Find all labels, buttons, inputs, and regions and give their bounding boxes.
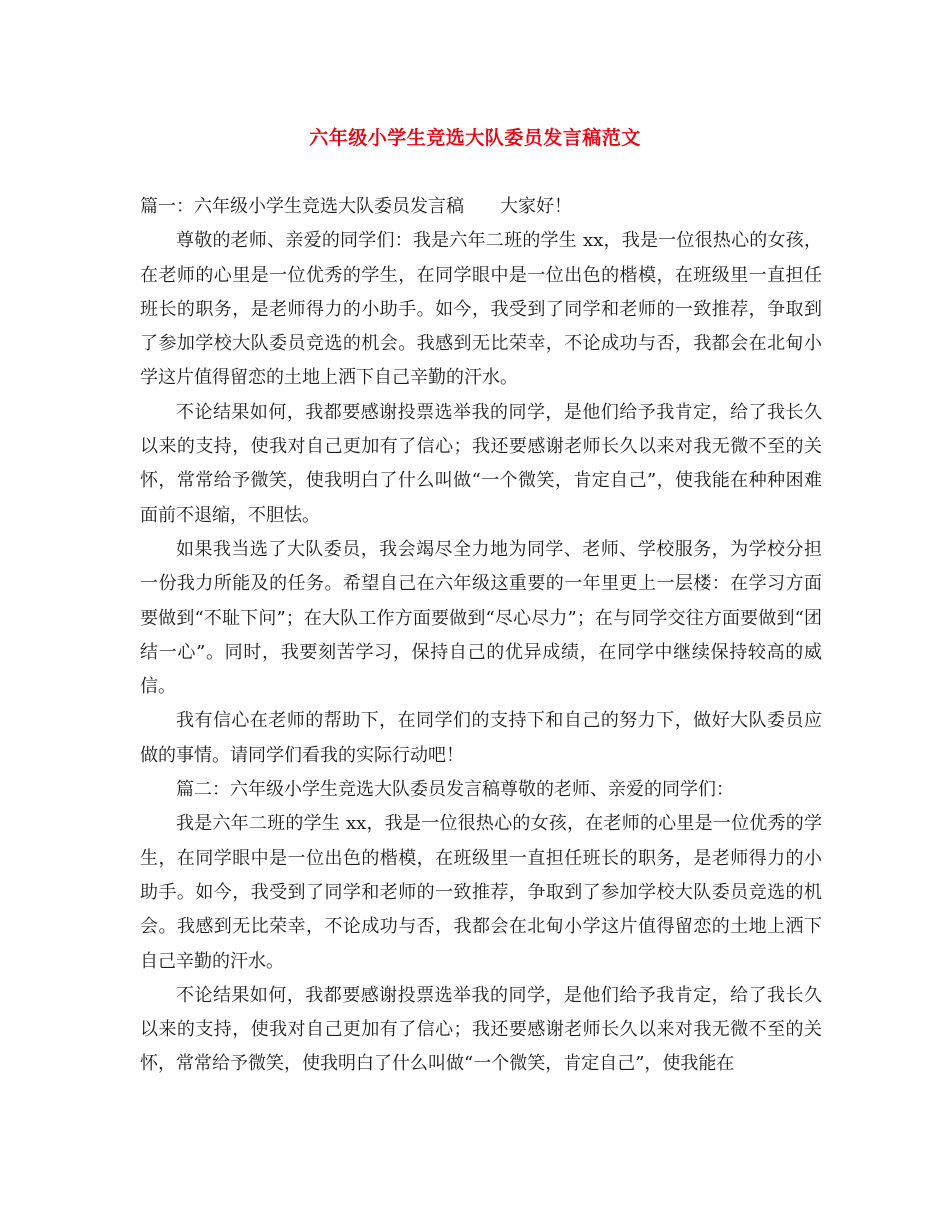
paragraph: 不论结果如何，我都要感谢投票选举我的同学，是他们给予我肯定，给了我长久以来的支持，使我对自己更加有了信心；我还要感谢老师长久以来对我无微不至的关怀，常常给予微笑，使我明白了什么叫做“一个微笑，肯定自己”，使我能在	[140, 984, 822, 1075]
paragraph: 如果我当选了大队委员，我会竭尽全力地为同学、老师、学校服务，为学校分担一份我力所能及的任务。希望自己在六年级这重要的一年里更上一层楼：在学习方面要做到“不耻下问”；在大队工作方面要做到“尽心尽力”；在与同学交往方面要做到“团结一心”。同时，我要刻苦学习，保持自己的优异成绩，在同学中继续保持较高的威信。	[140, 538, 822, 698]
paragraph: 我有信心在老师的帮助下，在同学们的支持下和自己的努力下，做好大队委员应做的事情。请同学们看我的实际行动吧！	[140, 710, 822, 766]
paragraph: 不论结果如何，我都要感谢投票选举我的同学，是他们给予我肯定，给了我长久以来的支持，使我对自己更加有了信心；我还要感谢老师长久以来对我无微不至的关怀，常常给予微笑，使我明白了什么叫做“一个微笑，肯定自己”，使我能在种种困难面前不退缩，不胆怯。	[140, 401, 822, 526]
document-body	[140, 190, 822, 1082]
document-title: 六年级小学生竞选大队委员发言稿范文	[309, 127, 641, 149]
paragraph-heading-part-two: 篇二：六年级小学生竞选大队委员发言稿尊敬的老师、亲爱的同学们：	[176, 779, 734, 801]
paragraph: 尊敬的老师、亲爱的同学们：我是六年二班的学生 xx，我是一位很热心的女孩，在老师的心里是一位优秀的学生，在同学眼中是一位出色的楷模，在班级里一直担任班长的职务，是老师得力的小助手。如今，我受到了同学和老师的一致推荐，争取到了参加学校大队委员竞选的机会。我感到无比荣幸，不论成功与否，我都会在北甸小学这片值得留恋的土地上洒下自己辛勤的汗水。	[140, 230, 822, 389]
paragraph: 我是六年二班的学生 xx，我是一位很热心的女孩，在老师的心里是一位优秀的学生，在同学眼中是一位出色的楷模，在班级里一直担任班长的职务，是老师得力的小助手。如今，我受到了同学和老师的一致推荐，争取到了参加学校大队委员竞选的机会。我感到无比荣幸，不论成功与否，我都会在北甸小学这片值得留恋的土地上洒下自己辛勤的汗水。	[140, 813, 822, 972]
paragraph-heading-part-one: 篇一：六年级小学生竞选大队委员发言稿 大家好！	[140, 196, 572, 217]
